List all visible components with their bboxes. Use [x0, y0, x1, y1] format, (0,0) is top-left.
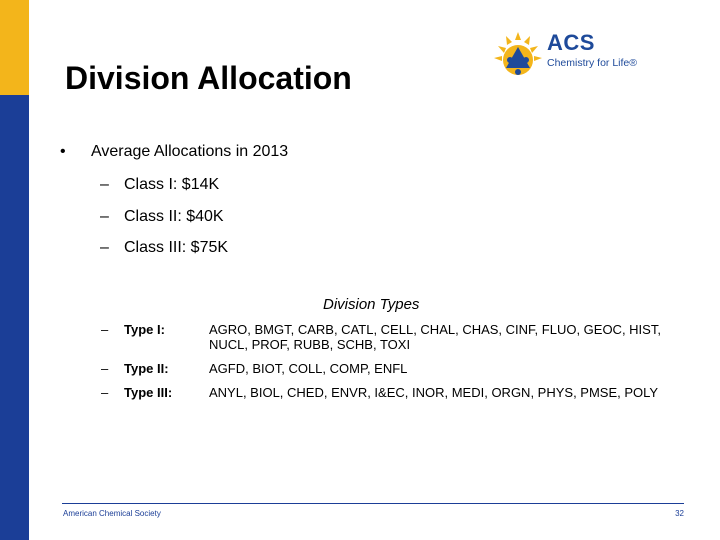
type-label: Type III: — [124, 385, 173, 400]
type-dash: – — [101, 322, 109, 337]
type-label: Type I: — [124, 322, 165, 337]
sub-bullet-text: Class III: $75K — [124, 239, 229, 256]
sub-bullet-dash: – — [100, 208, 109, 225]
page-number: 32 — [675, 509, 684, 518]
sub-bullet-dash: – — [100, 176, 109, 193]
bullet-marker: • — [60, 143, 66, 160]
sub-bullet-dash: – — [100, 239, 109, 256]
type-division-list: AGRO, BMGT, CARB, CATL, CELL, CHAL, CHAS, CINF, FLUO, GEOC, HIST, NUCL, PROF, RUBB, SCHB, TOXI — [209, 322, 661, 352]
sub-bullet-class-3 — [100, 239, 228, 257]
type-label: Type II: — [124, 361, 169, 376]
footer-organization: American Chemical Society — [63, 509, 161, 518]
acs-emblem-icon — [492, 30, 544, 82]
bullet-text: Average Allocations in 2013 — [91, 143, 289, 160]
sub-bullet-class-1 — [100, 176, 219, 194]
acs-logo — [492, 30, 652, 82]
slide-title: Division Allocation — [65, 60, 352, 96]
sub-bullet-text: Class I: $14K — [124, 176, 220, 193]
division-types-heading: Division Types — [323, 296, 420, 313]
type-dash: – — [101, 361, 109, 376]
type-division-list: AGFD, BIOT, COLL, COMP, ENFL — [209, 361, 408, 376]
type-dash: – — [101, 385, 109, 400]
sidebar-accent-blue — [0, 95, 29, 540]
sub-bullet-class-2 — [100, 208, 224, 226]
logo-wordmark: ACS — [547, 30, 595, 55]
type-division-list: ANYL, BIOL, CHED, ENVR, I&EC, INOR, MEDI, ORGN, PHYS, PMSE, POLY — [209, 385, 659, 400]
sub-bullet-text: Class II: $40K — [124, 208, 224, 225]
logo-tagline: Chemistry for Life® — [547, 57, 638, 69]
footer-divider — [62, 503, 684, 504]
sidebar-accent-gold — [0, 0, 29, 95]
